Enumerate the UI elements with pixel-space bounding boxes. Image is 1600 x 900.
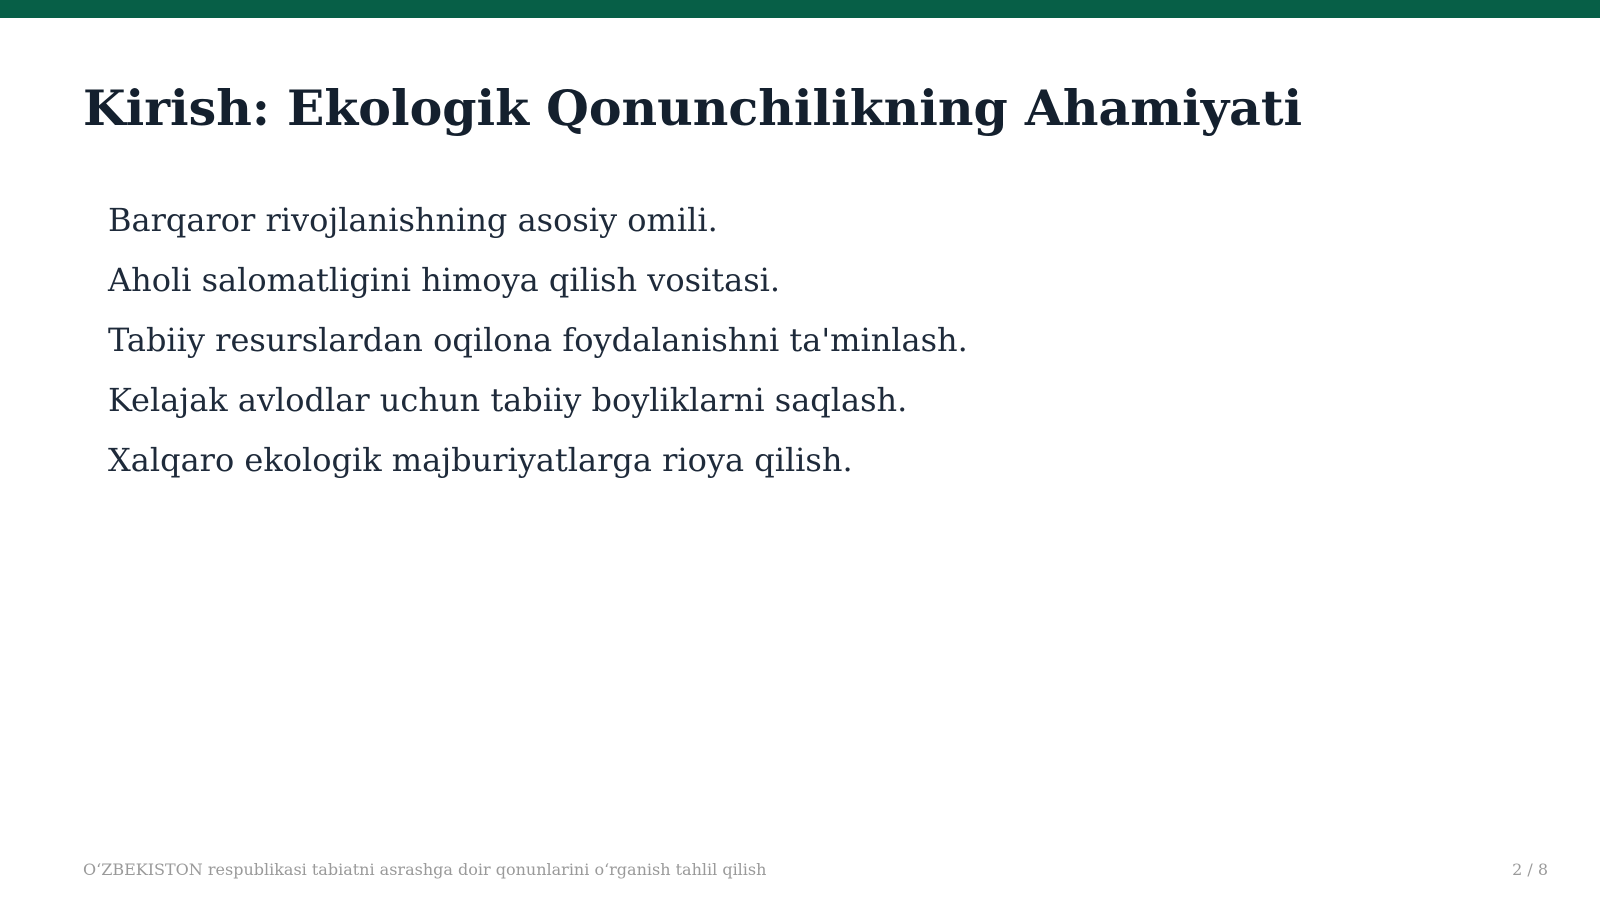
bullet-item: Tabiiy resurslardan oqilona foydalanishni ta'minlash. (108, 321, 968, 359)
bullet-item: Kelajak avlodlar uchun tabiiy boyliklarni saqlash. (108, 381, 908, 419)
page-number: 2 / 8 (1512, 860, 1548, 879)
bullet-item: Xalqaro ekologik majburiyatlarga rioya qilish. (108, 441, 853, 479)
bullet-item: Aholi salomatligini himoya qilish vositasi. (108, 261, 781, 299)
top-accent-bar (0, 0, 1600, 18)
bullet-item: Barqaror rivojlanishning asosiy omili. (108, 201, 718, 239)
footer-text: O‘ZBEKISTON respublikasi tabiatni asrashga doir qonunlarini o‘rganish tahlil qilish (83, 860, 767, 879)
bullet-list (108, 190, 968, 490)
slide-title: Kirish: Ekologik Qonunchilikning Ahamiyati (83, 79, 1303, 137)
